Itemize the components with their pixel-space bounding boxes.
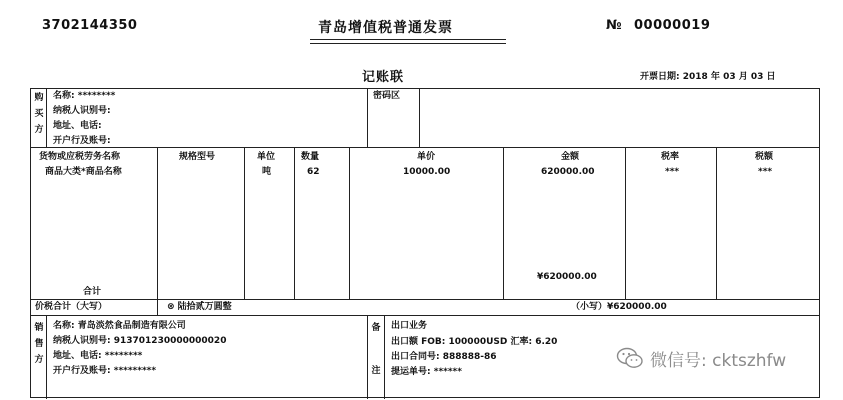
watermark-text: 微信号: cktszhfw	[650, 351, 787, 371]
title-underline	[310, 39, 506, 40]
wechat-icon	[616, 347, 644, 369]
seller-side-char: 方	[34, 355, 44, 365]
seller-bank: 开户行及账号: *********	[53, 366, 157, 376]
copy-type: 记账联	[362, 70, 405, 85]
header-quantity: 数量	[301, 152, 320, 162]
buyer-tax-id: 纳税人识别号:	[53, 106, 111, 116]
password-area-label: 密码区	[373, 91, 401, 101]
item-tax-amount: ***	[758, 167, 773, 177]
seller-address: 地址、电话: ********	[53, 351, 143, 361]
buyer-bank: 开户行及账号:	[53, 136, 111, 146]
issue-date-value: 2018 年 03 月 03 日	[682, 72, 776, 82]
issue-date	[640, 69, 776, 82]
total-lowercase: （小写）¥620000.00	[571, 302, 667, 312]
subtotal-label: 合计	[83, 287, 102, 297]
invoice-number: 00000019	[634, 18, 711, 33]
item-unit: 吨	[262, 167, 272, 177]
title-underline	[310, 43, 506, 44]
col-divider-price	[503, 147, 504, 299]
buyer-address: 地址、电话:	[53, 121, 102, 131]
remarks-side-char: 备	[371, 323, 381, 333]
col-divider-name	[157, 147, 158, 315]
seller-info-divider	[367, 315, 368, 399]
header-name: 货物或应税劳务名称	[39, 152, 121, 162]
remark-line: 出口额 FOB: 100000USD 汇率: 6.20	[391, 337, 558, 347]
remark-line: 提运单号: ******	[391, 367, 462, 377]
total-bottom-line	[31, 315, 819, 316]
col-divider-spec	[244, 147, 245, 299]
buyer-name: 名称: ********	[53, 91, 116, 101]
remark-line: 出口业务	[391, 321, 428, 331]
header-tax-amount: 税额	[755, 152, 774, 162]
remarks-divider	[384, 315, 385, 399]
seller-side-char: 售	[34, 339, 44, 349]
total-label: 价税合计（大写）	[35, 302, 108, 312]
seller-side-char: 销	[34, 323, 44, 333]
header-unit: 单位	[257, 152, 276, 162]
item-quantity: 62	[307, 167, 320, 177]
col-divider-amount	[625, 147, 626, 299]
col-divider-rate	[716, 147, 717, 299]
remark-line: 出口合同号: 888888-86	[391, 352, 497, 362]
item-name: 商品大类*商品名称	[45, 167, 122, 177]
item-tax-rate: ***	[665, 167, 680, 177]
password-area-divider	[419, 89, 420, 147]
seller-tax-id: 纳税人识别号: 913701230000000020	[53, 336, 227, 346]
number-symbol: №	[606, 18, 622, 33]
header-amount: 金额	[561, 152, 580, 162]
item-amount: 620000.00	[541, 167, 595, 177]
remarks-side-char: 注	[371, 366, 381, 376]
invoice-title: 青岛增值税普通发票	[318, 20, 453, 36]
items-bottom-line	[31, 299, 819, 300]
header-unit-price: 单价	[417, 152, 436, 162]
buyer-side-char: 方	[34, 125, 44, 135]
seller-side-divider	[46, 315, 47, 399]
issue-date-label: 开票日期:	[640, 72, 680, 82]
header-spec: 规格型号	[179, 152, 216, 162]
buyer-info-divider	[367, 89, 368, 147]
header-tax-rate: 税率	[661, 152, 680, 162]
seller-name: 名称: 青岛淡然食品制造有限公司	[53, 321, 186, 331]
item-unit-price: 10000.00	[403, 167, 451, 177]
col-divider-unit	[294, 147, 295, 299]
invoice-code: 3702144350	[42, 18, 138, 33]
subtotal-amount: ¥620000.00	[537, 272, 597, 282]
col-divider-qty	[349, 147, 350, 299]
buyer-side-char: 买	[34, 109, 44, 119]
total-uppercase: ⊗ 陆拾贰万圆整	[167, 302, 232, 312]
buyer-bottom-line	[31, 147, 819, 148]
buyer-side-char: 购	[34, 93, 44, 103]
buyer-side-divider	[46, 89, 47, 147]
